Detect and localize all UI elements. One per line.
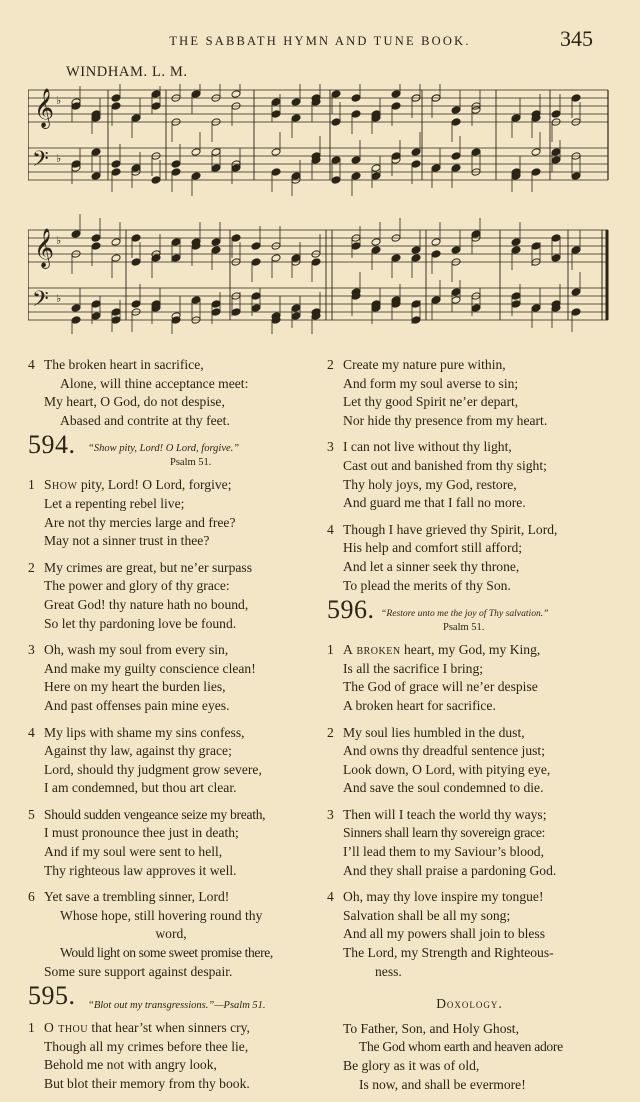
verse-line: heart, my God, my King, (400, 642, 541, 658)
verse-line: Would light on some sweet promise there, (60, 945, 273, 961)
hymn-596-stanza-1 (327, 641, 612, 715)
running-header: THE SABBATH HYMN AND TUNE BOOK. (169, 34, 471, 48)
verse-line: My crimes are great, but ne’er surpass (44, 559, 252, 575)
svg-text:♭: ♭ (56, 95, 62, 107)
music-system-1 (28, 84, 608, 196)
verse-line: And save the soul condemned to die. (343, 780, 544, 796)
verse-line: Nor hide thy presence from my heart. (343, 412, 548, 428)
verse-line: Oh, wash my soul from every sin, (44, 642, 229, 658)
stanza-number: 3 (28, 642, 35, 658)
verse-line: And let a sinner seek thy throne, (343, 558, 520, 574)
page-number: 345 (560, 26, 593, 51)
music-score (28, 84, 610, 334)
hymn-number: 595. (28, 981, 76, 1011)
hymn-title: “Show pity, Lord! O Lord, forgive.” (88, 443, 240, 455)
verse-line: Though I have grieved thy Spirit, Lord, (343, 521, 558, 537)
verse-line: Let thy good Spirit ne’er depart, (343, 394, 519, 410)
verse-line: Should sudden vengeance seize my breath, (44, 806, 266, 822)
verse-line: word, (155, 926, 187, 942)
first-word: A broken (343, 642, 401, 658)
verse-line: And form my soul averse to sin; (343, 375, 519, 391)
hymn-source: Psalm 51. (443, 622, 485, 634)
stanza-4-continued (28, 356, 314, 430)
verse-line: But blot their memory from thy book. (44, 1076, 250, 1091)
hymn-595-heading (28, 981, 314, 1017)
stanza-number: 1 (28, 477, 35, 493)
verse-line: To Father, Son, and Holy Ghost, (343, 1020, 519, 1036)
hymn-594-stanza-6 (28, 888, 314, 981)
left-column (28, 356, 314, 1102)
verse-line: that hear’st when sinners cry, (88, 1020, 250, 1036)
verse-line: May not a sinner trust in thee? (44, 533, 210, 549)
hymn-title: “Restore unto me the joy of Thy salvation.” (381, 608, 549, 620)
stanza-3-continued (327, 438, 612, 512)
verse-line: My lips with shame my sins confess, (44, 724, 245, 740)
verse-line: And they shall praise a pardoning God. (343, 862, 557, 878)
hymn-595-stanza-1 (28, 1019, 314, 1093)
verse-line: Cast out and banished from thy sight; (343, 457, 547, 473)
verse-line: Let a repenting rebel live; (44, 495, 185, 511)
verse-line: Thy holy joys, my God, restore, (343, 476, 517, 492)
hymn-596-stanza-3 (327, 806, 612, 880)
verse-line: And make my guilty conscience clean! (44, 660, 256, 676)
verse-line: I must pronounce thee just in death; (44, 825, 239, 841)
verse-line: My soul lies humbled in the dust, (343, 724, 525, 740)
hymn-596-stanza-2 (327, 724, 612, 798)
verse-line: And owns thy dreadful sentence just; (343, 743, 545, 759)
stanza-number: 1 (327, 642, 334, 658)
hymn-594-stanza-3 (28, 641, 314, 715)
verse-line: The broken heart in sacrifice, (44, 357, 204, 372)
hymn-source: Psalm 51. (170, 457, 212, 469)
verse-line: Yet save a trembling sinner, Lord! (44, 889, 230, 905)
stanza-number: 4 (327, 521, 334, 537)
verse-line: Salvation shall be all my song; (343, 907, 511, 923)
verse-line: And if my soul were sent to hell, (44, 844, 223, 860)
hymn-596-heading (327, 595, 612, 639)
stanza-number: 3 (327, 806, 334, 822)
verse-line: Alone, will thine acceptance meet: (60, 375, 249, 391)
right-column (327, 356, 612, 1094)
verse-line: And all my powers shall join to bless (343, 926, 546, 942)
verse-line: Against thy law, against thy grace; (44, 743, 232, 759)
hymn-number: 594. (28, 430, 76, 460)
stanza-number: 1 (28, 1020, 35, 1036)
hymn-594-heading (28, 430, 314, 474)
stanza-2-continued (327, 356, 612, 430)
verse-line: Though all my crimes before thee lie, (44, 1038, 249, 1054)
svg-text:𝄢: 𝄢 (32, 147, 49, 177)
stanza-number: 4 (28, 724, 35, 740)
doxology-title: Doxology. (436, 996, 503, 1012)
hymn-594-stanza-5 (28, 806, 314, 880)
verse-line: Is now, and shall be evermore! (359, 1076, 526, 1092)
verse-line: The Lord, my Strength and Righteous- (343, 945, 554, 961)
verse-line: Look down, O Lord, with pitying eye, (343, 761, 551, 777)
verse-line: Create my nature pure within, (343, 357, 506, 372)
verse-line: The God of grace will ne’er despise (343, 679, 538, 695)
verse-line: His help and comfort still afford; (343, 540, 523, 556)
verse-line: And guard me that I fall no more. (343, 495, 526, 511)
verse-line: Oh, may thy love inspire my tongue! (343, 889, 544, 905)
hymn-596-stanza-4 (327, 888, 612, 981)
verse-line: Thy righteous law approves it well. (44, 862, 237, 878)
verse-line: A broken heart for sacrifice. (343, 697, 496, 713)
music-system-2 (28, 214, 608, 334)
verse-line: Some sure support against despair. (44, 963, 233, 979)
tune-name: WINDHAM. (66, 64, 148, 80)
stanza-number: 2 (327, 724, 334, 740)
verse-line: I’ll lead them to my Saviour’s blood, (343, 844, 544, 860)
stanza-number: 2 (28, 559, 35, 575)
svg-text:♭: ♭ (56, 235, 62, 247)
hymn-594-stanza-4 (28, 724, 314, 798)
stanza-number: 2 (327, 357, 334, 372)
svg-text:♭: ♭ (56, 293, 62, 305)
stanza-number: 4 (28, 357, 35, 372)
verse-line: And past offenses pain mine eyes. (44, 697, 230, 713)
tune-heading (66, 64, 188, 81)
hymn-number: 596. (327, 595, 375, 625)
verse-line: Behold me not with angry look, (44, 1057, 217, 1073)
hymn-594-stanza-2 (28, 559, 314, 633)
verse-line: ness. (375, 963, 402, 979)
svg-text:♭: ♭ (56, 153, 62, 165)
first-word: O thou (44, 1020, 88, 1036)
tune-meter: L. M. (151, 64, 188, 80)
stanza-number: 3 (327, 439, 334, 455)
verse-line: Lord, should thy judgment grow severe, (44, 761, 262, 777)
verse-line: The power and glory of thy grace: (44, 578, 230, 594)
verse-line: I am condemned, but thou art clear. (44, 780, 237, 796)
svg-text:𝄞: 𝄞 (34, 228, 55, 268)
svg-text:𝄢: 𝄢 (32, 287, 49, 317)
verse-line: Are not thy mercies large and free? (44, 514, 236, 530)
verse-line: My heart, O God, do not despise, (44, 394, 225, 410)
hymn-594-stanza-1 (28, 476, 314, 550)
verse-line: Great God! thy nature hath no bound, (44, 596, 249, 612)
doxology (327, 1020, 612, 1094)
stanza-number: 4 (327, 889, 334, 905)
verse-line: Whose hope, still hovering round thy (60, 907, 263, 923)
verse-line: pity, Lord! O Lord, forgive; (77, 477, 232, 493)
hymn-title: “Blot out my transgressions.”—Psalm 51. (88, 1000, 266, 1012)
stanza-number: 6 (28, 889, 35, 905)
verse-line: To plead the merits of thy Son. (343, 577, 511, 593)
verse-line: Sinners shall learn thy sovereign grace: (343, 825, 546, 841)
stanza-4-continued-right (327, 521, 612, 595)
verse-line: The God whom earth and heaven adore (359, 1039, 563, 1055)
verse-line: Be glory as it was of old, (343, 1058, 480, 1073)
verse-line: Here on my heart the burden lies, (44, 679, 226, 695)
verse-line: Abased and contrite at thy feet. (60, 412, 230, 428)
verse-line: So let thy pardoning love be found. (44, 615, 237, 631)
first-word: Show (44, 477, 78, 493)
verse-line: Is all the sacrifice I bring; (343, 660, 484, 676)
svg-text:𝄞: 𝄞 (34, 88, 55, 128)
stanza-number: 5 (28, 806, 35, 822)
verse-line: I can not live without thy light, (343, 439, 512, 455)
verse-line: Then will I teach the world thy ways; (343, 806, 547, 822)
